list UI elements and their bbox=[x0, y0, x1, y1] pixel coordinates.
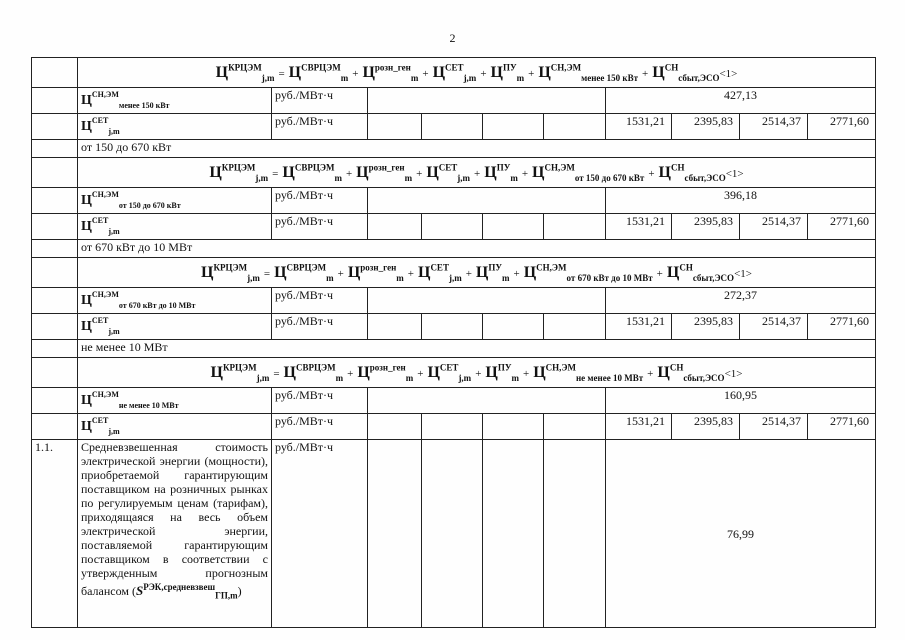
formula-cell bbox=[78, 258, 876, 288]
empty-cell bbox=[422, 414, 483, 440]
formula: $Ц^{КРЦЭМ}_{j,m} = Ц^{СВРЦЭМ}_m + Ц^{розн\_ген}_m + Ц^{СЕТ}_{j,m} + Ц^{ПУ}_m + Ц^{СН,ЭМ}_{от 150 до 670 кВт} + Ц^{СН}_{сбыт,ЭСО}<1>$ bbox=[209, 162, 744, 183]
empty-cell bbox=[368, 388, 606, 414]
description-symbol: S bbox=[135, 583, 144, 598]
page-number: 2 bbox=[449, 31, 456, 45]
empty-cell bbox=[544, 440, 606, 628]
cn-em-value: 396,18 bbox=[606, 188, 876, 214]
unit-text: руб./МВт·ч bbox=[275, 288, 334, 302]
number-cell bbox=[32, 358, 78, 388]
unit-text: руб./МВт·ч bbox=[275, 314, 334, 328]
range-label: от 670 кВт до 10 МВт bbox=[78, 240, 876, 258]
cn-em-value: 427,13 bbox=[606, 88, 876, 114]
number-cell bbox=[32, 158, 78, 188]
formula-cell bbox=[78, 358, 876, 388]
label-subscript: от 670 кВт до 10 МВт bbox=[118, 301, 196, 310]
set-value: 1531,21 bbox=[606, 314, 672, 340]
row-number: 1.1. bbox=[32, 440, 78, 628]
label-symbol: Ц bbox=[81, 293, 92, 308]
set-value: 2395,83 bbox=[672, 314, 740, 340]
unit-text: руб./МВт·ч bbox=[275, 388, 334, 402]
unit-cell bbox=[272, 388, 368, 414]
formula: $Ц^{КРЦЭМ}_{j,m} = Ц^{СВРЦЭМ}_m + Ц^{розн\_ген}_m + Ц^{СЕТ}_{j,m} + Ц^{ПУ}_m + Ц^{СН,ЭМ}_{менее 150 кВт} + Ц^{СН}_{сбыт,ЭСО}<1>$ bbox=[215, 62, 738, 83]
number-cell bbox=[32, 188, 78, 214]
empty-cell bbox=[368, 440, 422, 628]
cn-em-value: 160,95 bbox=[606, 388, 876, 414]
label-symbol: Ц bbox=[81, 319, 92, 334]
unit-text: руб./МВт·ч bbox=[275, 114, 334, 128]
label-subscript: j,m bbox=[108, 127, 120, 136]
unit-cell bbox=[272, 114, 368, 140]
empty-cell bbox=[483, 314, 544, 340]
label-symbol: Ц bbox=[81, 219, 92, 234]
number-cell bbox=[32, 214, 78, 240]
label-superscript: СЕТ bbox=[91, 116, 109, 125]
description-symbol-sub: ГП,m bbox=[215, 590, 238, 601]
label-superscript: СЕТ bbox=[91, 216, 109, 225]
empty-cell bbox=[483, 440, 544, 628]
set-value: 2771,60 bbox=[808, 414, 876, 440]
label-symbol: Ц bbox=[81, 93, 92, 108]
label-cn-em bbox=[78, 388, 272, 414]
label-subscript: j,m bbox=[108, 427, 120, 436]
row-value: 76,99 bbox=[606, 440, 876, 628]
range-label: от 150 до 670 кВт bbox=[78, 140, 876, 158]
empty-cell bbox=[368, 188, 606, 214]
number-cell bbox=[32, 140, 78, 158]
number-cell bbox=[32, 314, 78, 340]
set-value: 2514,37 bbox=[740, 214, 808, 240]
number-cell bbox=[32, 114, 78, 140]
empty-cell bbox=[368, 414, 422, 440]
cn-em-value: 272,37 bbox=[606, 288, 876, 314]
unit-cell bbox=[272, 314, 368, 340]
label-set bbox=[78, 114, 272, 140]
set-value: 2395,83 bbox=[672, 414, 740, 440]
formula-cell bbox=[78, 158, 876, 188]
set-value: 2771,60 bbox=[808, 114, 876, 140]
empty-cell bbox=[544, 214, 606, 240]
unit-cell bbox=[272, 288, 368, 314]
unit-text: руб./МВт·ч bbox=[275, 440, 334, 454]
label-subscript: не менее 10 МВт bbox=[118, 401, 179, 410]
unit-cell bbox=[272, 214, 368, 240]
label-set bbox=[78, 314, 272, 340]
number-cell bbox=[32, 388, 78, 414]
formula: $Ц^{КРЦЭМ}_{j,m} = Ц^{СВРЦЭМ}_m + Ц^{розн\_ген}_m + Ц^{СЕТ}_{j,m} + Ц^{ПУ}_m + Ц^{СН,ЭМ}_{не менее 10 МВт} + Ц^{СН}_{сбыт,ЭСО}<1>$ bbox=[210, 362, 743, 383]
unit-text: руб./МВт·ч bbox=[275, 188, 334, 202]
label-symbol: Ц bbox=[81, 419, 92, 434]
unit-cell bbox=[272, 440, 368, 628]
number-cell bbox=[32, 288, 78, 314]
unit-text: руб./МВт·ч bbox=[275, 88, 334, 102]
number-cell bbox=[32, 258, 78, 288]
label-set bbox=[78, 414, 272, 440]
empty-cell bbox=[544, 314, 606, 340]
label-superscript: СН,ЭМ bbox=[91, 290, 119, 299]
label-set bbox=[78, 214, 272, 240]
number-cell bbox=[32, 340, 78, 358]
label-superscript: СЕТ bbox=[91, 416, 109, 425]
set-value: 1531,21 bbox=[606, 414, 672, 440]
unit-text: руб./МВт·ч bbox=[275, 214, 334, 228]
label-subscript: j,m bbox=[108, 227, 120, 236]
set-value: 2395,83 bbox=[672, 214, 740, 240]
empty-cell bbox=[483, 414, 544, 440]
label-cn-em bbox=[78, 88, 272, 114]
row-description bbox=[78, 440, 272, 628]
label-superscript: СН,ЭМ bbox=[91, 190, 119, 199]
empty-cell bbox=[422, 214, 483, 240]
empty-cell bbox=[483, 114, 544, 140]
label-superscript: СН,ЭМ bbox=[91, 90, 119, 99]
description-symbol-sup: РЭК,средневзвеш bbox=[143, 582, 216, 592]
empty-cell bbox=[368, 314, 422, 340]
formula-cell bbox=[78, 58, 876, 88]
range-label: не менее 10 МВт bbox=[78, 340, 876, 358]
tariff-table bbox=[31, 57, 876, 628]
set-value: 2514,37 bbox=[740, 114, 808, 140]
label-cn-em bbox=[78, 288, 272, 314]
unit-cell bbox=[272, 414, 368, 440]
label-superscript: СН,ЭМ bbox=[91, 390, 119, 399]
label-subscript: менее 150 кВт bbox=[118, 101, 170, 110]
empty-cell bbox=[483, 214, 544, 240]
set-value: 2514,37 bbox=[740, 314, 808, 340]
description-end: ) bbox=[237, 584, 242, 598]
set-value: 2771,60 bbox=[808, 314, 876, 340]
unit-cell bbox=[272, 188, 368, 214]
empty-cell bbox=[368, 88, 606, 114]
label-cn-em bbox=[78, 188, 272, 214]
empty-cell bbox=[422, 314, 483, 340]
set-value: 1531,21 bbox=[606, 114, 672, 140]
set-value: 2395,83 bbox=[672, 114, 740, 140]
set-value: 2514,37 bbox=[740, 414, 808, 440]
set-value: 1531,21 bbox=[606, 214, 672, 240]
empty-cell bbox=[422, 440, 483, 628]
label-symbol: Ц bbox=[81, 393, 92, 408]
label-subscript: j,m bbox=[108, 327, 120, 336]
number-cell bbox=[32, 414, 78, 440]
empty-cell bbox=[544, 114, 606, 140]
number-cell bbox=[32, 88, 78, 114]
empty-cell bbox=[368, 288, 606, 314]
label-symbol: Ц bbox=[81, 119, 92, 134]
label-subscript: от 150 до 670 кВт bbox=[118, 201, 181, 210]
label-superscript: СЕТ bbox=[91, 316, 109, 325]
empty-cell bbox=[368, 214, 422, 240]
unit-text: руб./МВт·ч bbox=[275, 414, 334, 428]
empty-cell bbox=[422, 114, 483, 140]
set-value: 2771,60 bbox=[808, 214, 876, 240]
number-cell bbox=[32, 58, 78, 88]
empty-cell bbox=[544, 414, 606, 440]
unit-cell bbox=[272, 88, 368, 114]
description-text: Средневзвешенная стоимость электрической энергии (мощности), приобретаемой гарантирующим поставщиком на розничных рынках по регулируемым ценам (тарифам), приходящаяся на весь объем электрической энергии, поставляемой гарантирующим поставщиком в соответствии с утвержденным прогнозным балансом ( bbox=[81, 440, 268, 598]
empty-cell bbox=[368, 114, 422, 140]
formula: $Ц^{КРЦЭМ}_{j,m} = Ц^{СВРЦЭМ}_m + Ц^{розн\_ген}_m + Ц^{СЕТ}_{j,m} + Ц^{ПУ}_m + Ц^{СН,ЭМ}_{от 670 кВт до 10 МВт} + Ц^{СН}_{сбыт,ЭСО}<1>$ bbox=[201, 262, 752, 283]
number-cell bbox=[32, 240, 78, 258]
label-symbol: Ц bbox=[81, 193, 92, 208]
